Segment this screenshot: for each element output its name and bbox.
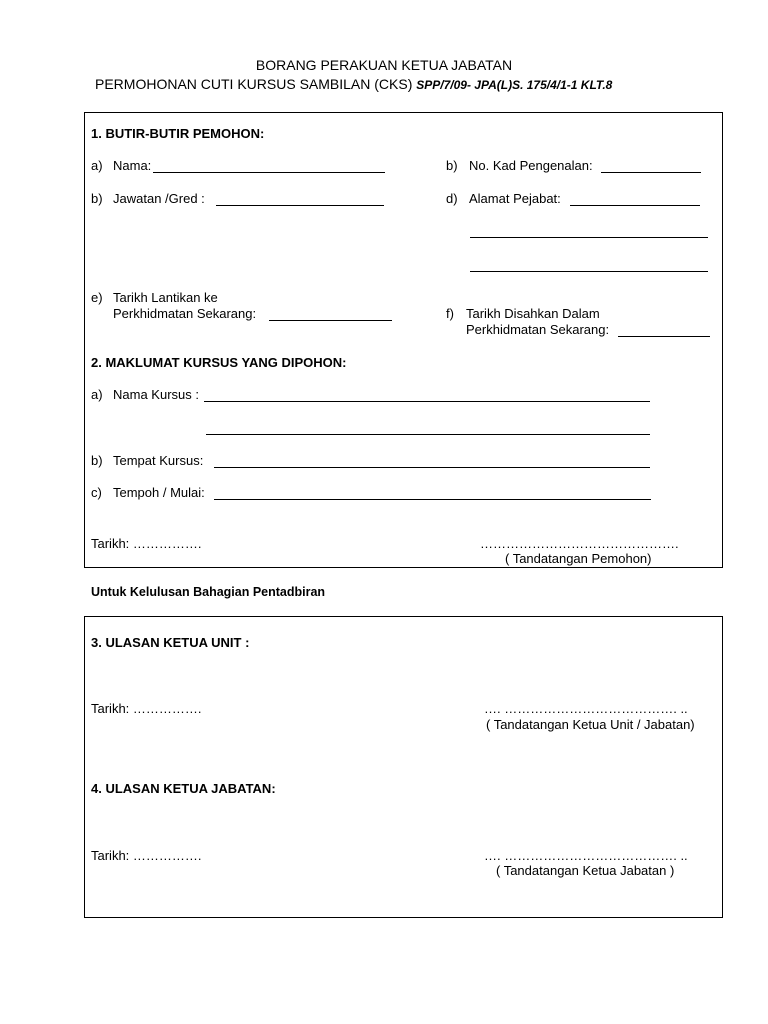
course-duration-label: Tempoh / Mulai: — [113, 485, 205, 500]
position-label-prefix: b) — [91, 191, 103, 206]
department-head-signature-line: …. …………………………………. .. — [484, 848, 688, 863]
address-label-prefix: d) — [446, 191, 458, 206]
office-address-field-2[interactable] — [470, 237, 708, 238]
approval-heading: Untuk Kelulusan Bahagian Pentadbiran — [91, 585, 326, 599]
name-field[interactable] — [153, 172, 385, 173]
name-label-prefix: a) — [91, 158, 103, 173]
course-place-label: Tempat Kursus: — [113, 453, 204, 468]
unit-head-date-line: Tarikh: ……………. — [91, 701, 202, 716]
confirmation-date-label-line2: Perkhidmatan Sekarang: — [466, 322, 610, 337]
form-subtitle — [95, 76, 612, 92]
department-head-date-line: Tarikh: ……………. — [91, 848, 202, 863]
course-duration-field[interactable] — [214, 499, 651, 500]
applicant-signature-line: ………………………………………. — [480, 536, 679, 551]
ic-label-prefix: b) — [446, 158, 458, 173]
course-place-field[interactable] — [214, 467, 650, 468]
applicant-signature-label: ( Tandatangan Pemohon) — [505, 551, 652, 566]
office-address-field-3[interactable] — [470, 271, 708, 272]
ic-label: No. Kad Pengenalan: — [469, 158, 593, 173]
confirmation-date-label-prefix: f) — [446, 306, 454, 321]
department-head-signature-label: ( Tandatangan Ketua Jabatan ) — [496, 863, 675, 878]
course-name-label-prefix: a) — [91, 387, 103, 402]
form-subtitle-text: PERMOHONAN CUTI KURSUS SAMBILAN (CKS) — [95, 76, 413, 92]
unit-head-signature-line: …. …………………………………. .. — [484, 701, 688, 716]
position-label: Jawatan /Gred : — [113, 191, 205, 206]
section2-heading: 2. MAKLUMAT KURSUS YANG DIPOHON: — [91, 355, 347, 370]
appointment-date-label-line2: Perkhidmatan Sekarang: — [113, 306, 257, 321]
course-name-field-1[interactable] — [204, 401, 650, 402]
office-address-field-1[interactable] — [570, 205, 700, 206]
confirmation-date-label-line1: Tarikh Disahkan Dalam — [466, 306, 600, 321]
course-name-label: Nama Kursus : — [113, 387, 199, 402]
address-label: Alamat Pejabat: — [469, 191, 561, 206]
position-grade-field[interactable] — [216, 205, 384, 206]
appointment-date-label-prefix: e) — [91, 290, 103, 305]
applicant-date-line: Tarikh: ……………. — [91, 536, 202, 551]
confirmation-date-field[interactable] — [618, 336, 710, 337]
name-label: Nama: — [113, 158, 152, 173]
form-reference-code: SPP/7/09- JPA(L)S. 175/4/1-1 KLT.8 — [416, 78, 613, 92]
unit-head-signature-label: ( Tandatangan Ketua Unit / Jabatan) — [486, 717, 695, 732]
ic-number-field[interactable] — [601, 172, 701, 173]
course-duration-label-prefix: c) — [91, 485, 102, 500]
appointment-date-label-line1: Tarikh Lantikan ke — [113, 290, 218, 305]
course-place-label-prefix: b) — [91, 453, 103, 468]
appointment-date-field[interactable] — [269, 320, 392, 321]
section3-heading: 3. ULASAN KETUA UNIT : — [91, 635, 250, 650]
course-name-field-2[interactable] — [206, 434, 650, 435]
form-title: BORANG PERAKUAN KETUA JABATAN — [255, 57, 513, 73]
section4-heading: 4. ULASAN KETUA JABATAN: — [91, 781, 276, 796]
section1-heading: 1. BUTIR-BUTIR PEMOHON: — [91, 126, 265, 141]
